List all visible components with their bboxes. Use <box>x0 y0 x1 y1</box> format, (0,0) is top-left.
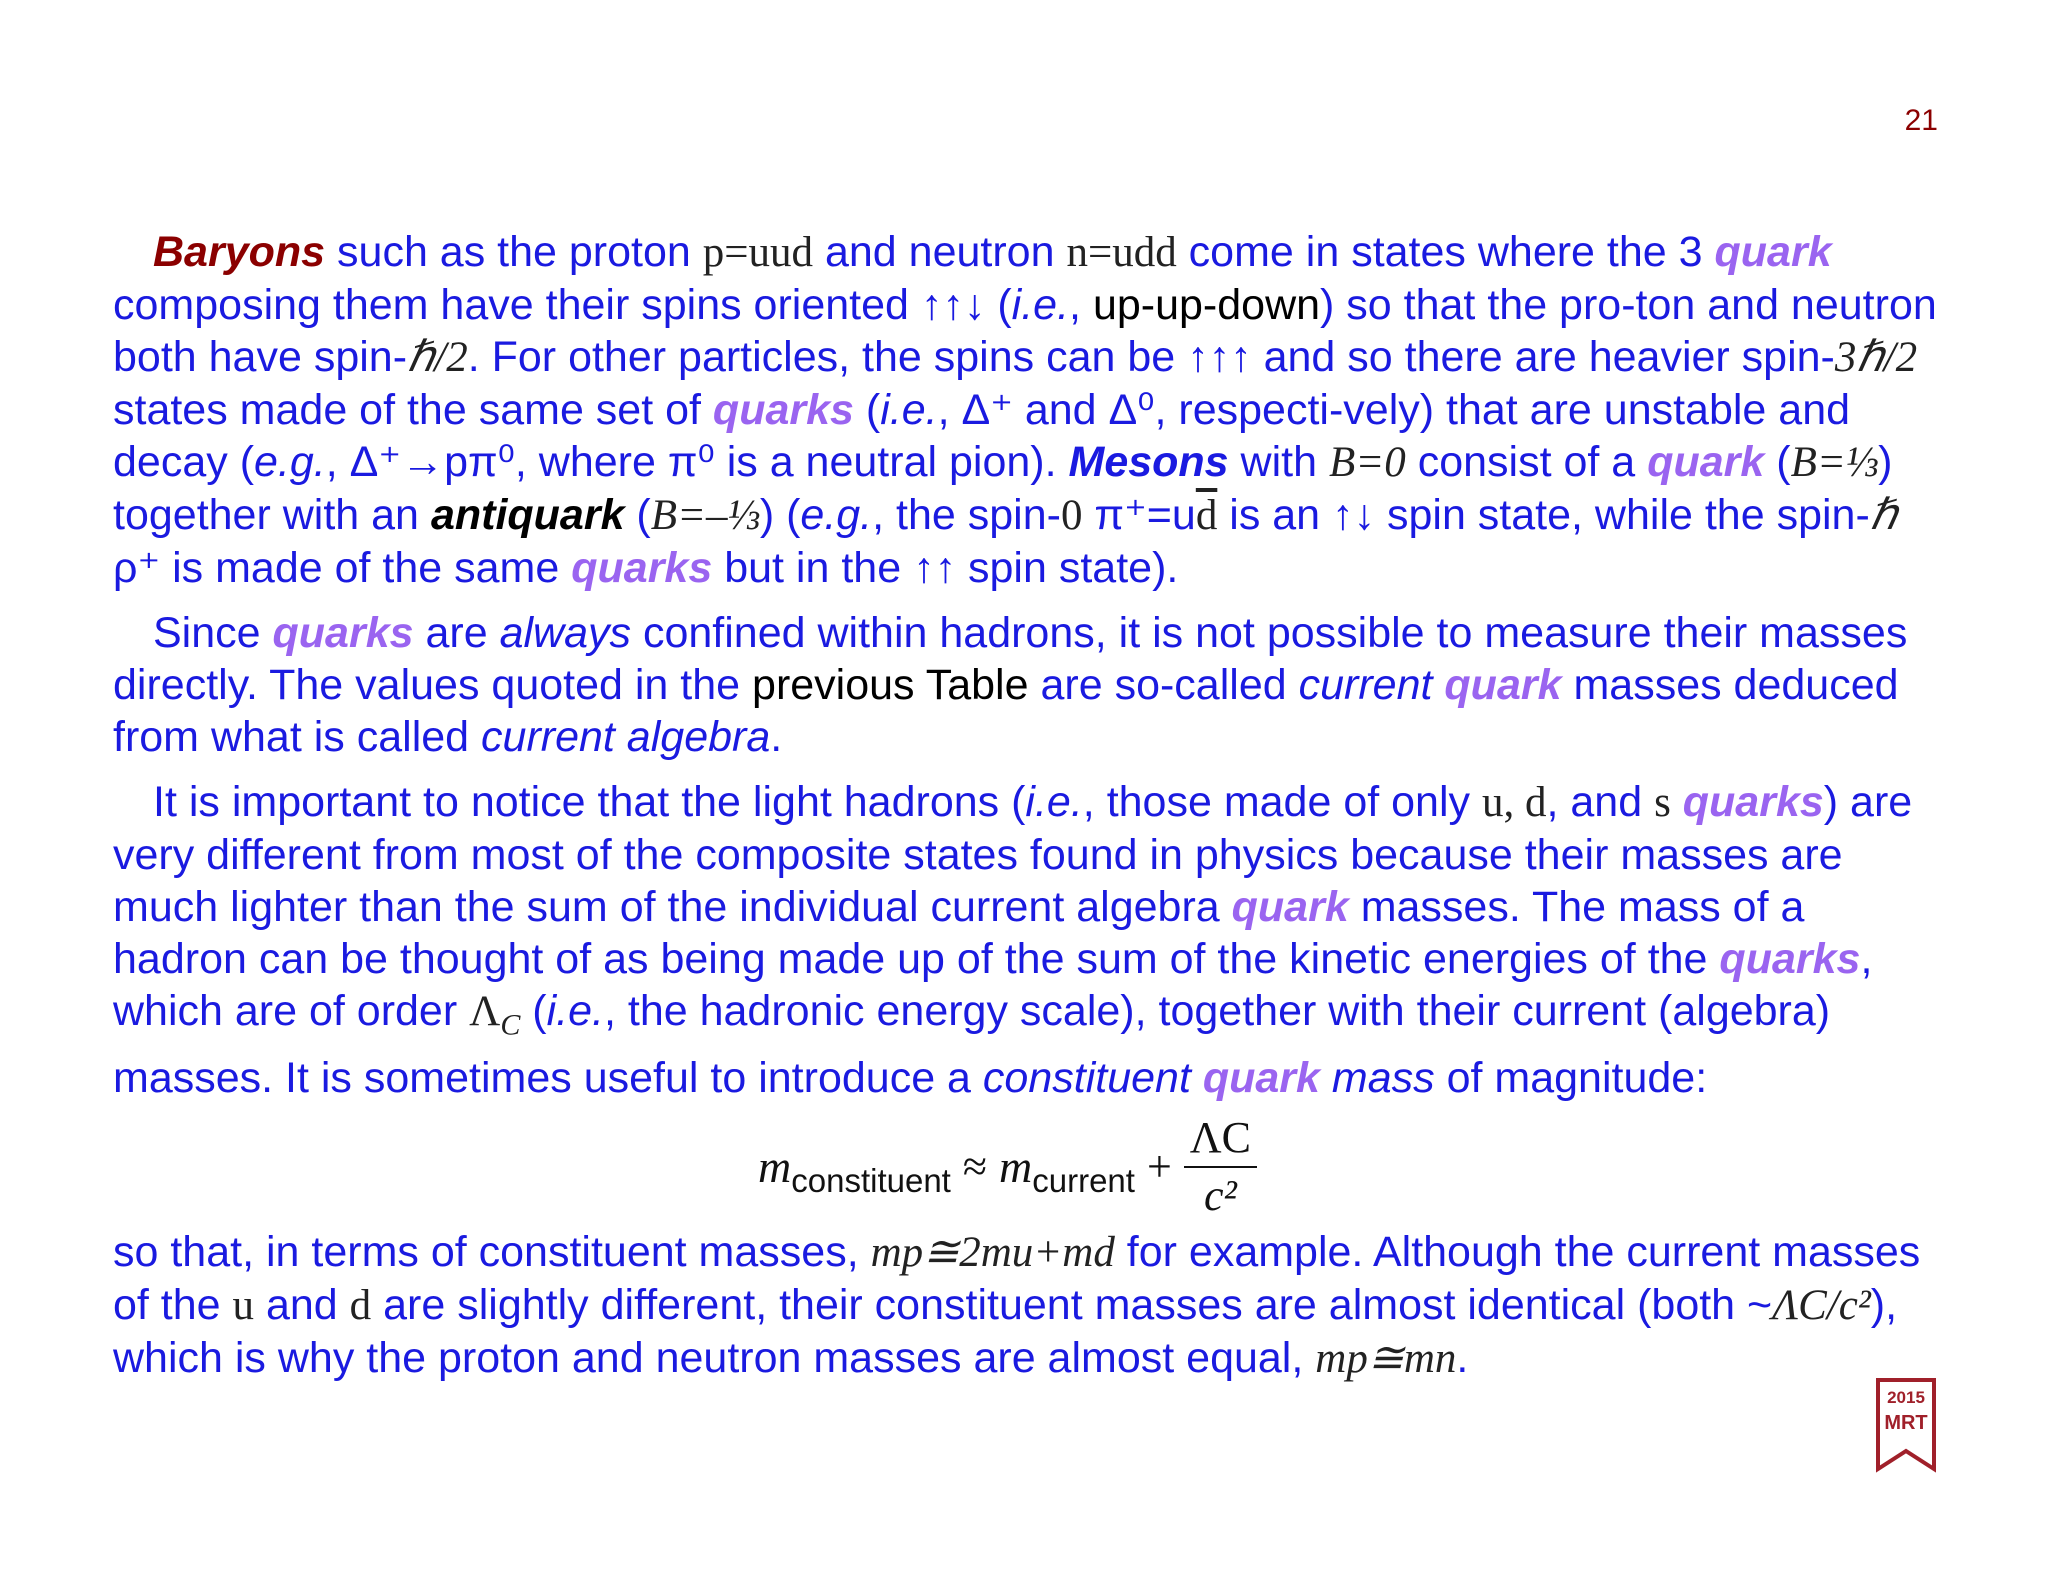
paragraph-constituent-masses: so that, in terms of constituent masses, mp≅2mu+md for example. Although the current masses of the u and d are slightly different, their constituent masses are almost identical (both ~ΛC/c²), which is why the proton and neutron masses are almost equal, mp≅mn. <box>113 1227 1921 1382</box>
mass-relation-equal: mp≅mn <box>1315 1334 1457 1382</box>
term-quarks: quarks <box>712 386 854 434</box>
paragraph-baryons: Baryons such as the proton p=uud and neutron n=udd come in states where the 3 quark composing them have their spins oriented ↑↑↓ (i.e., up-up-down) so that the pro-ton and neutron both have spin-ℏ/2. For other particles, the spins can be ↑↑↑ and so there are heavier spin-3ℏ/2 states made of the same set of quarks (i.e., Δ⁺ and Δ⁰, respecti-vely) that are unstable and decay (e.g., Δ⁺→pπ⁰, where π⁰ is a neutral pion). Mesons with B=0 consist of a quark (B=⅓) together with an antiquark (B=–⅓) (e.g., the spin-0 $\pi^+=u\overline{d}$ is an ↑↓ spin state, while the spin-ℏ ρ⁺ is made of the same quarks but in the ↑↑ spin state). <box>113 228 1937 592</box>
paragraph-light-hadrons: It is important to notice that the light hadrons (i.e., those made of only u, d, and s quarks) are very different from most of the composite states found in physics because their masses are much lighter than the sum of the individual current algebra quark masses. The mass of a hadron can be thought of as being made up of the sum of the kinetic energies of the quarks, which are of order $\Lambda_C$ (i.e., the hadronic energy scale), together with their current (algebra) masses. It is sometimes useful to introduce a constituent quark mass of magnitude: <box>113 778 1913 1102</box>
page-number: 21 <box>1904 104 1938 137</box>
neutron-composition: n=udd <box>1066 229 1177 276</box>
spin-three-half: 3ℏ/2 <box>1834 334 1918 381</box>
anti-d-quark: $\overline{d}$ <box>1195 492 1218 539</box>
mrt-bookmark-logo <box>1875 1377 1937 1473</box>
previous-table-link[interactable]: previous Table <box>752 661 1029 709</box>
slide-body <box>113 226 1943 1385</box>
constituent-mass-formula: m constituent ≈ m current + $\frac{\Lambda C}{\text{c²}}$ <box>113 1104 1943 1226</box>
up-up-down-text: up-up-down <box>1092 281 1321 329</box>
term-antiquark: antiquark <box>430 491 625 539</box>
term-baryons: Baryons <box>153 228 326 276</box>
mass-relation-proton: mp≅2mu+md <box>870 1228 1115 1276</box>
paragraph-current-masses: Since quarks are always confined within hadrons, it is not possible to measure their masses directly. The values quoted in the previous Table are so-called current quark masses deduced from what is called current algebra. <box>113 609 1908 761</box>
proton-composition: p=uud <box>702 229 814 276</box>
spin-half: ℏ/2 <box>407 334 468 381</box>
term-mesons: Mesons <box>1068 438 1229 486</box>
svg-text:2015: 2015 <box>1887 1388 1925 1407</box>
svg-text:MRT: MRT <box>1884 1412 1928 1434</box>
term-quark: quark <box>1714 228 1832 276</box>
fraction: $\frac{\Lambda C}{\text{c²}}$ <box>1184 1112 1257 1222</box>
